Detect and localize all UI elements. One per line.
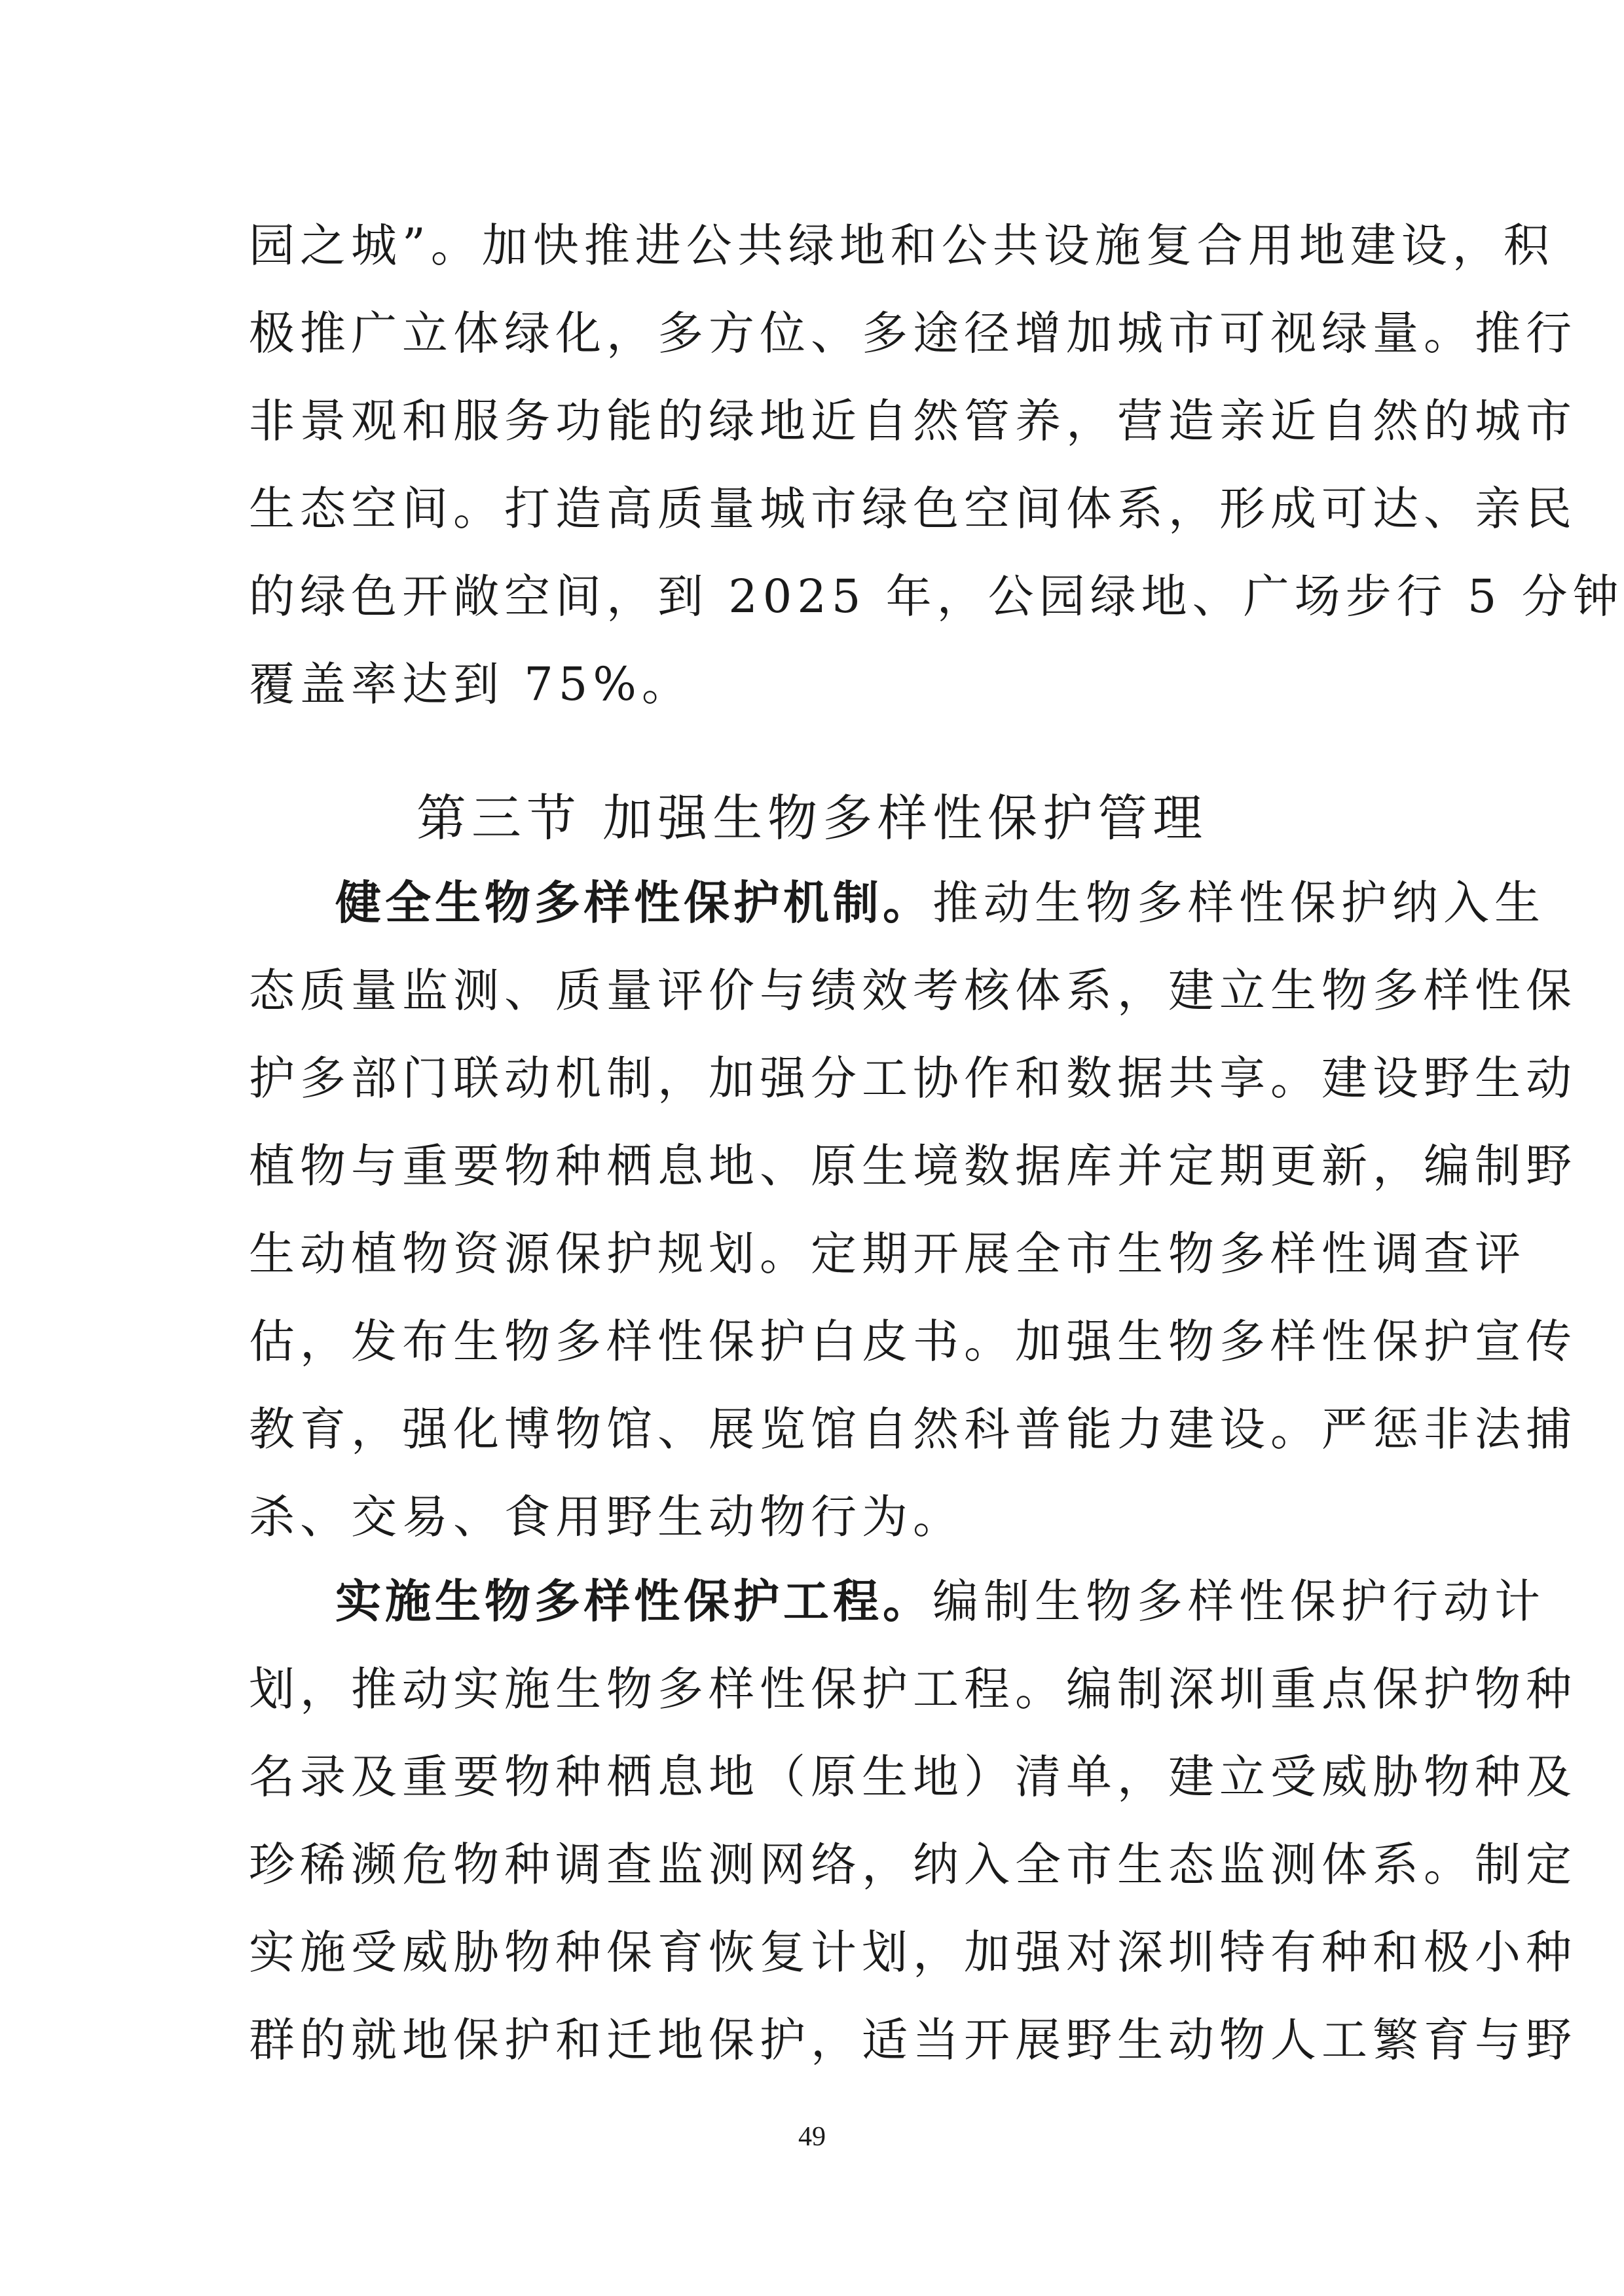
paragraph-bold-lead: 健全生物多样性保护机制。 [335, 876, 932, 930]
text-line: 名录及重要物种栖息地（原生地）清单，建立受威胁物种及 [249, 1750, 1577, 1804]
text-line: 群的就地保护和迁地保护，适当开展野生动物人工繁育与野 [249, 2013, 1577, 2067]
text-line: 极推广立体绿化，多方位、多途径增加城市可视绿量。推行 [249, 306, 1577, 360]
text-line: 生动植物资源保护规划。定期开展全市生物多样性调查评 [249, 1227, 1526, 1281]
section-heading: 第三节 加强生物多样性保护管理 [416, 789, 1208, 847]
page-number: 49 [798, 2122, 826, 2152]
paragraph-bold-lead: 实施生物多样性保护工程。 [335, 1575, 932, 1628]
text-line: 植物与重要物种栖息地、原生境数据库并定期更新，编制野 [249, 1139, 1577, 1193]
paragraph-first-line [335, 1569, 1545, 1634]
text-line: 生态空间。打造高质量城市绿色空间体系，形成可达、亲民 [249, 482, 1577, 536]
text-line: 杀、交易、食用野生动物行为。 [249, 1490, 964, 1544]
text-line: 估，发布生物多样性保护白皮书。加强生物多样性保护宣传 [249, 1315, 1577, 1368]
text-line: 非景观和服务功能的绿地近自然管养，营造亲近自然的城市 [249, 394, 1577, 448]
paragraph-text: 推动生物多样性保护纳入生 [932, 876, 1545, 930]
text-line: 珍稀濒危物种调查监测网络，纳入全市生态监测体系。制定 [249, 1838, 1577, 1891]
text-line: 园之城”。加快推进公共绿地和公共设施复合用地建设，积 [249, 219, 1555, 272]
text-line: 划，推动实施生物多样性保护工程。编制深圳重点保护物种 [249, 1662, 1577, 1716]
paragraph-text: 编制生物多样性保护行动计 [932, 1575, 1545, 1628]
text-line: 教育，强化博物馆、展览馆自然科普能力建设。严惩非法捕 [249, 1402, 1577, 1456]
text-line: 的绿色开敞空间，到 2025 年，公园绿地、广场步行 5 分钟 [249, 570, 1624, 623]
text-line: 实施受威胁物种保育恢复计划，加强对深圳特有种和极小种 [249, 1925, 1577, 1979]
paragraph-first-line [335, 870, 1545, 936]
text-line: 覆盖率达到 75%。 [249, 657, 693, 711]
text-line: 态质量监测、质量评价与绩效考核体系，建立生物多样性保 [249, 964, 1577, 1017]
text-line: 护多部门联动机制，加强分工协作和数据共享。建设野生动 [249, 1051, 1577, 1105]
